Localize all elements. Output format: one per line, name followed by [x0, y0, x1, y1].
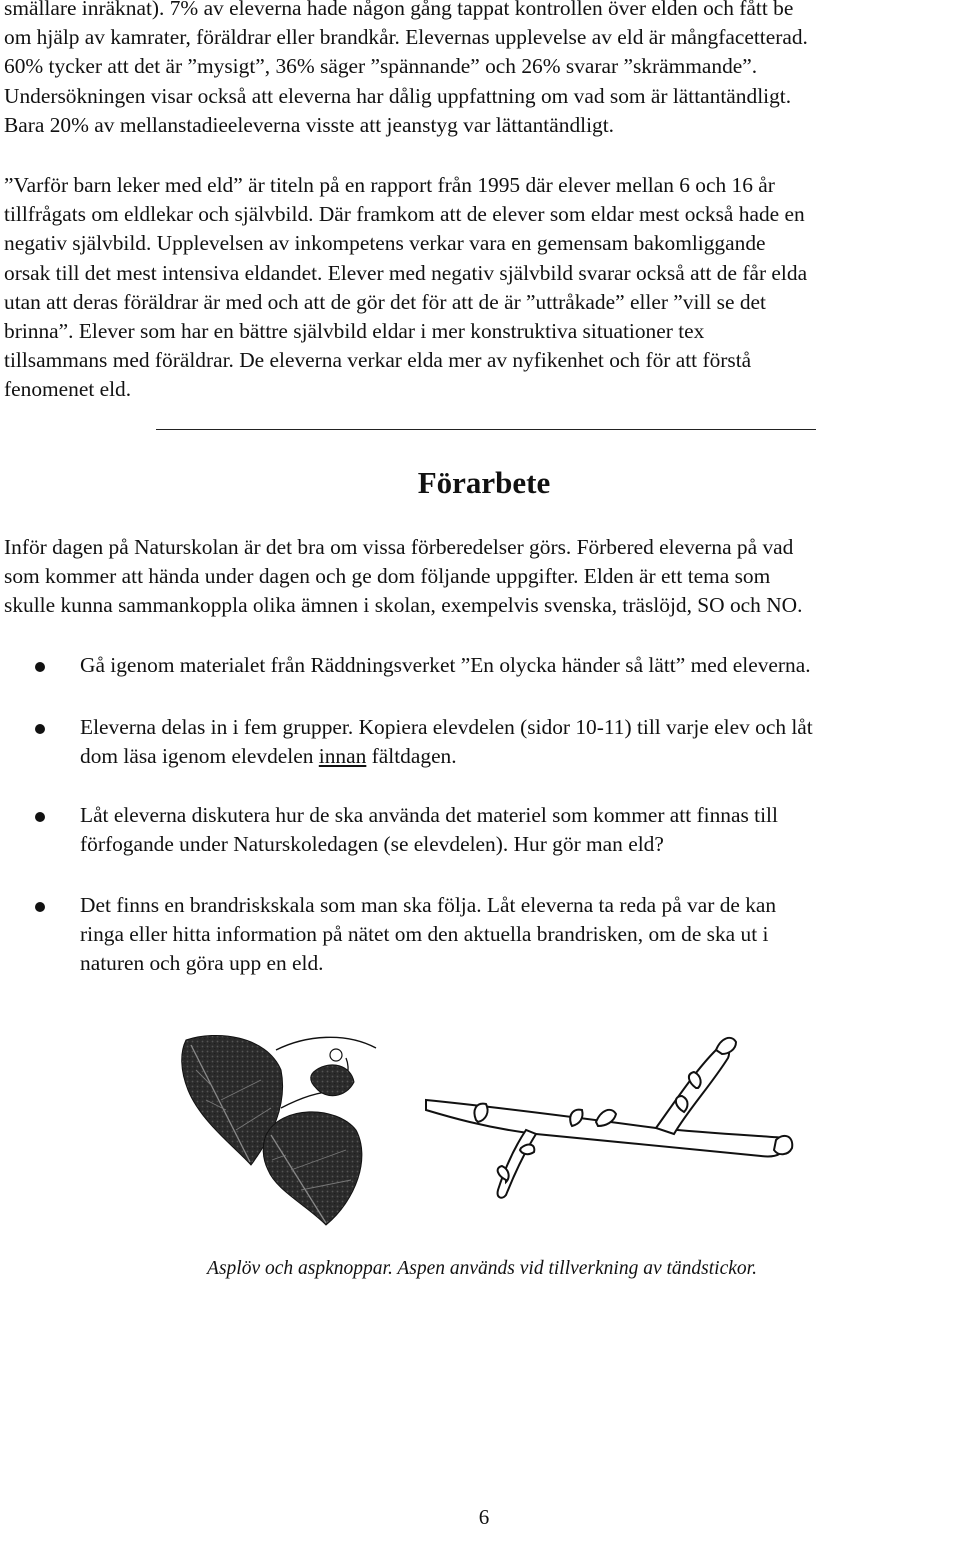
text-line: skulle kunna sammankoppla olika ämnen i skolan, exempelvis svenska, träslöjd, SO och NO. [4, 593, 803, 618]
text-line: fenomenet eld. [4, 377, 132, 402]
bullet-icon [35, 902, 45, 912]
text-line: Undersökningen visar också att eleverna har dålig uppfattning om vad som är lättantändligt. [4, 83, 792, 108]
aspen-twig-icon [426, 1038, 792, 1198]
section-divider [156, 429, 816, 430]
text-line: Det finns en brandriskskala som man ska följa. Låt eleverna ta reda på var de kan [80, 893, 777, 917]
text-line: naturen och göra upp en eld. [80, 951, 324, 976]
figure-caption: Asplöv och aspknoppar. Aspen används vid tillverkning av tändstickor. [207, 1258, 757, 1279]
aspen-leaves-icon [182, 1035, 376, 1225]
text-line: Gå igenom materialet från Räddningsverket ”En olycka händer så lätt” med eleverna. [80, 653, 811, 677]
text-line: negativ självbild. Upplevelsen av inkompetens verkar vara en gemensam bakomliggande [4, 231, 766, 256]
text-line: Låt eleverna diskutera hur de ska använda det materiel som kommer att finnas till [80, 803, 778, 827]
text-line: 60% tycker att det är ”mysigt”, 36% säger ”spännande” och 26% svarar ”skrämmande”. [4, 54, 758, 79]
text-line: Eleverna delas in i fem grupper. Kopiera elevdelen (sidor 10-11) till varje elev och låt [80, 715, 813, 739]
text-line: utan att deras föräldrar är med och att de gör det för att de är ”uttråkade” eller ”vill se det [4, 289, 766, 314]
section-heading: Förarbete [417, 465, 551, 500]
text-line: brinna”. Elever som har en bättre självbild eldar i mer konstruktiva situationer tex [4, 319, 705, 344]
text-line: Bara 20% av mellanstadieeleverna visste att jeanstyg var lättantändligt. [4, 112, 615, 137]
text-line: orsak till det mest intensiva eldandet. Elever med negativ självbild svarar också att de får elda [4, 260, 808, 285]
underlined-word: innan [318, 744, 367, 769]
report-paragraph [4, 171, 956, 405]
text-line: förfogande under Naturskoledagen (se elevdelen). Hur gör man eld? [80, 832, 664, 857]
text-fragment: dom läsa igenom elevdelen [80, 744, 319, 769]
text-line [80, 742, 960, 771]
bullet-icon [35, 812, 45, 822]
bullet-icon [35, 724, 45, 734]
text-line: ringa eller hitta information på nätet om den aktuella brandrisken, om de ska ut i [80, 922, 769, 947]
text-fragment: fältdagen. [366, 744, 457, 769]
aspen-illustration [176, 1030, 796, 1240]
text-line: tillsammans med föräldrar. De eleverna verkar elda mer av nyfikenhet och för att förstå [4, 348, 752, 373]
text-line: om hjälp av kamrater, föräldrar eller brandkår. Elevernas upplevelse av eld är mångfacetterad. [4, 25, 808, 50]
bullet-icon [35, 662, 45, 672]
text-line: Inför dagen på Naturskolan är det bra om vissa förberedelser görs. Förbered eleverna på vad [4, 535, 794, 559]
text-line: tillfrågats om eldlekar och självbild. Där framkom att de elever som eldar mest också hade en [4, 202, 805, 227]
text-line: smällare inräknat). 7% av eleverna hade någon gång tappat kontrollen över elden och fått be [4, 0, 794, 20]
text-line: som kommer att hända under dagen och ge dom följande uppgifter. Elden är ett tema som [4, 564, 771, 589]
page-number: 6 [478, 1505, 490, 1529]
text-line: ”Varför barn leker med eld” är titeln på en rapport från 1995 där elever mellan 6 och 16 år [4, 173, 775, 197]
intro-paragraph [4, 0, 956, 140]
section-intro-paragraph [4, 533, 956, 621]
